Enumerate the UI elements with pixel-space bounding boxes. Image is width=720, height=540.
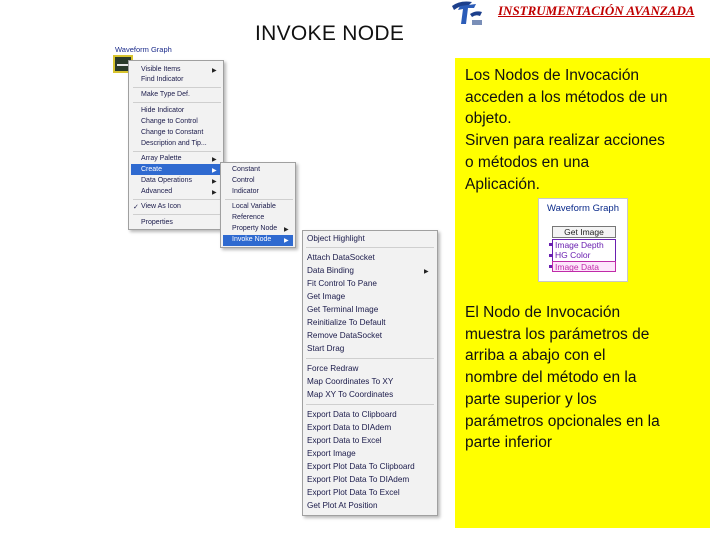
menu-item-make-type-def[interactable]: Make Type Def. (141, 91, 190, 98)
terminal-dot (549, 265, 552, 268)
menu-item-export-image[interactable]: Export Image (307, 449, 356, 458)
submenu-arrow-icon: ▶ (284, 238, 289, 244)
menu-item-create[interactable]: Create (141, 166, 163, 173)
submenu-arrow-icon: ▶ (212, 157, 217, 163)
menu-item-control[interactable]: Control (232, 177, 255, 184)
menu-item-local-variable[interactable]: Local Variable (232, 203, 276, 210)
menu-separator (133, 151, 221, 152)
submenu-arrow-icon: ▶ (212, 190, 217, 196)
submenu-arrow-icon: ▶ (212, 68, 217, 74)
panel-text-line: objeto. (465, 110, 512, 128)
menu-item-change-to-control[interactable]: Change to Control (141, 118, 198, 125)
panel-text-line: arriba a abajo con el (465, 347, 606, 365)
menu-item-data-operations[interactable]: Data Operations (141, 177, 192, 184)
menu-item-get-image[interactable]: Get Image (307, 292, 346, 301)
menu-separator (306, 247, 434, 248)
menu-item-view-as-icon[interactable]: View As Icon (141, 203, 181, 210)
menu-item-object-highlight[interactable]: Object Highlight (307, 234, 365, 243)
menu-item-export-data-to-diadem[interactable]: Export Data to DIAdem (307, 423, 392, 432)
menu-item-property-node[interactable]: Property Node (232, 225, 278, 232)
menu-item-reference[interactable]: Reference (232, 214, 265, 221)
menu-item-map-coordinates-to-xy[interactable]: Map Coordinates To XY (307, 377, 394, 386)
terminal-dot (549, 243, 552, 246)
menu-item-fit-control-to-pane[interactable]: Fit Control To Pane (307, 279, 377, 288)
menu-separator (306, 358, 434, 359)
panel-text-line: El Nodo de Invocación (465, 304, 621, 321)
menu-item-hide-indicator[interactable]: Hide Indicator (141, 107, 185, 114)
menu-item-array-palette[interactable]: Array Palette (141, 155, 182, 162)
panel-text-line: muestra los parámetros de (465, 325, 650, 343)
menu-separator (133, 87, 221, 88)
slide-title: INVOKE NODE (255, 22, 405, 45)
invoke-node-param: Image Data (552, 261, 616, 272)
create-submenu (220, 162, 296, 248)
invoke-node-submenu (302, 230, 438, 516)
menu-item-export-plot-data-to-excel[interactable]: Export Plot Data To Excel (307, 488, 400, 497)
menu-separator (225, 199, 293, 200)
menu-item-export-plot-data-to-diadem[interactable]: Export Plot Data To DIAdem (307, 475, 410, 484)
panel-text-line: Aplicación. (465, 175, 540, 193)
menu-item-export-plot-data-to-clipboard[interactable]: Export Plot Data To Clipboard (307, 462, 415, 471)
menu-item-indicator[interactable]: Indicator (232, 188, 259, 195)
menu-item-constant[interactable]: Constant (232, 166, 261, 173)
menu-item-properties[interactable]: Properties (141, 219, 173, 226)
menu-item-export-data-to-excel[interactable]: Export Data to Excel (307, 436, 382, 445)
invoke-node-method: Get Image (552, 226, 616, 238)
menu-item-force-redraw[interactable]: Force Redraw (307, 364, 359, 373)
control-label: Waveform Graph (115, 45, 172, 54)
logo-icon (450, 0, 484, 28)
panel-paragraph-2 (465, 302, 705, 454)
invoke-node-param: HG Color (552, 250, 616, 261)
menu-item-export-data-to-clipboard[interactable]: Export Data to Clipboard (307, 410, 397, 419)
menu-separator (306, 404, 434, 405)
panel-text-line: Sirven para realizar acciones (465, 132, 665, 150)
menu-item-description-and-tip[interactable]: Description and Tip... (141, 140, 207, 147)
submenu-arrow-icon: ▶ (212, 179, 217, 185)
menu-item-advanced[interactable]: Advanced (141, 188, 173, 195)
menu-item-get-terminal-image[interactable]: Get Terminal Image (307, 305, 379, 314)
menu-item-map-xy-to-coordinates[interactable]: Map XY To Coordinates (307, 390, 394, 399)
menu-separator (133, 214, 221, 215)
menu-item-find-indicator[interactable]: Find Indicator (141, 76, 184, 83)
menu-item-change-to-constant[interactable]: Change to Constant (141, 129, 204, 136)
menu-item-remove-datasocket[interactable]: Remove DataSocket (307, 331, 383, 340)
panel-text-line: parámetros opcionales en la (465, 412, 660, 430)
menu-separator (133, 199, 221, 200)
panel-text-line: parte superior y los (465, 390, 597, 408)
menu-item-reinitialize-to-default[interactable]: Reinitialize To Default (307, 318, 386, 327)
panel-text-line: Los Nodos de Invocación (465, 67, 640, 84)
invoke-node-title: Waveform Graph (547, 203, 619, 214)
panel-text-line: o métodos en una (465, 153, 590, 171)
menu-item-invoke-node[interactable]: Invoke Node (232, 236, 272, 243)
menu-item-start-drag[interactable]: Start Drag (307, 344, 345, 353)
panel-text-line: acceden a los métodos de un (465, 88, 668, 106)
header-title: INSTRUMENTACIÓN AVANZADA (498, 3, 695, 18)
panel-text-line: nombre del método en la (465, 369, 637, 387)
panel-paragraph-1 (465, 65, 705, 195)
menu-item-data-binding[interactable]: Data Binding (307, 266, 354, 275)
menu-item-attach-datasocket[interactable]: Attach DataSocket (307, 253, 375, 262)
invoke-node-param: Image Depth (552, 239, 616, 250)
submenu-arrow-icon: ▶ (284, 227, 289, 233)
panel-text-line: parte inferior (465, 434, 553, 452)
menu-separator (133, 102, 221, 103)
terminal-dot (549, 254, 552, 257)
submenu-arrow-icon: ▶ (212, 168, 217, 174)
submenu-arrow-icon: ▶ (424, 269, 429, 275)
shortcut-menu (128, 60, 224, 230)
checkmark-icon: ✓ (133, 204, 139, 211)
menu-item-get-plot-at-position[interactable]: Get Plot At Position (307, 501, 378, 510)
menu-item-visible-items[interactable]: Visible Items (141, 66, 181, 73)
